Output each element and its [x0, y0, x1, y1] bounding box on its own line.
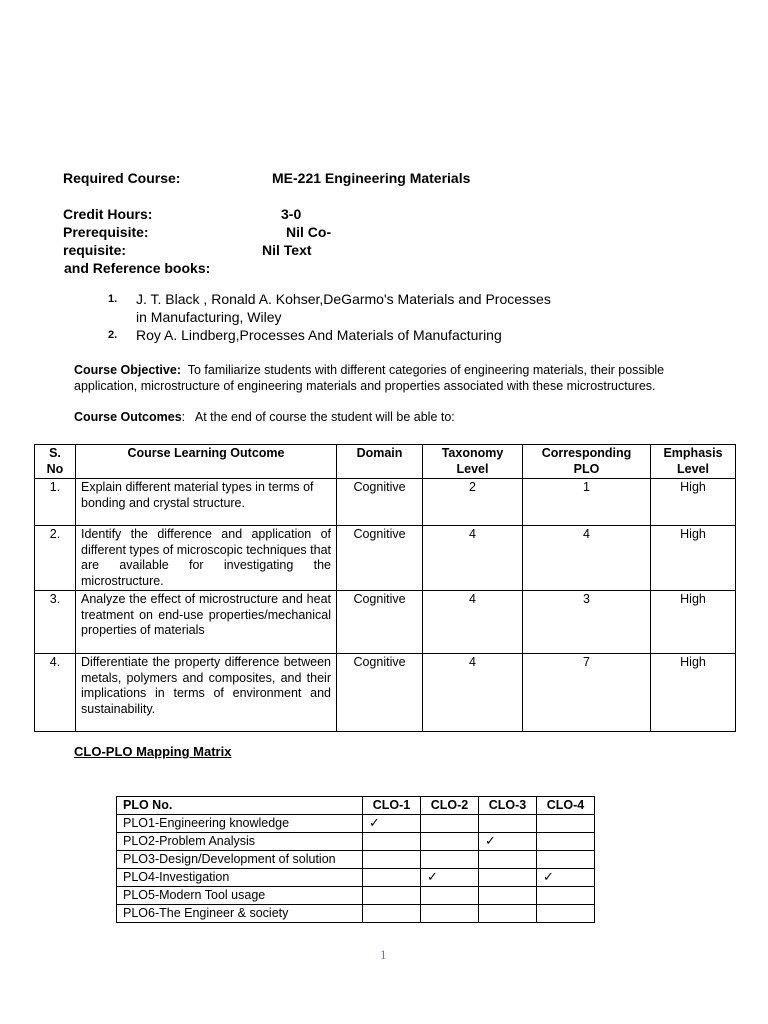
cell-taxonomy: 4: [423, 526, 523, 591]
cell-clo-3: [479, 833, 537, 851]
cell-clo-3: [479, 815, 537, 833]
cell-plo-name: PLO5-Modern Tool usage: [117, 887, 363, 905]
cell-emphasis: High: [651, 479, 736, 526]
cell-clo-1: [363, 887, 421, 905]
cell-domain: Cognitive: [337, 591, 423, 654]
cell-clo-1: [363, 869, 421, 887]
header-emphasis: Emphasis Level: [651, 445, 736, 479]
cell-outcome: Explain different material types in terms of bonding and crystal structure.: [76, 479, 337, 526]
cell-clo-3: [479, 851, 537, 869]
check-icon: ✓: [543, 870, 554, 885]
cell-plo-name: PLO3-Design/Development of solution: [117, 851, 363, 869]
table-header-row: [35, 445, 736, 479]
cell-domain: Cognitive: [337, 479, 423, 526]
cell-taxonomy: 4: [423, 654, 523, 732]
cell-outcome: Analyze the effect of microstructure and heat treatment on end-use properties/mechanical properties of materials: [76, 591, 337, 654]
table-row: [35, 591, 736, 654]
book-title-line2: in Manufacturing, Wiley: [136, 309, 282, 325]
cell-sno: 1.: [35, 479, 76, 526]
credit-hours-value: 3-0: [281, 206, 302, 222]
header-clo-1: CLO-1: [363, 797, 421, 815]
book-title-line1: Roy A. Lindberg,Processes And Materials of Manufacturing: [136, 327, 502, 343]
cell-clo-2: [421, 869, 479, 887]
course-outcomes: [74, 410, 724, 426]
cell-clo-4: [537, 851, 595, 869]
course-outcomes-label: Course Outcomes: [74, 410, 182, 424]
cell-plo-name: PLO1-Engineering knowledge: [117, 815, 363, 833]
required-course-value: ME-221 Engineering Materials: [272, 170, 471, 186]
cell-plo: 3: [523, 591, 651, 654]
list-item: [108, 327, 628, 345]
header-outcome: Course Learning Outcome: [76, 445, 337, 479]
book-list: [108, 291, 628, 345]
cell-plo: 4: [523, 526, 651, 591]
prerequisite-value: Nil Co-: [286, 224, 332, 240]
cell-plo-name: PLO2-Problem Analysis: [117, 833, 363, 851]
header-domain: Domain: [337, 445, 423, 479]
cell-clo-2: [421, 833, 479, 851]
cell-outcome: Differentiate the property difference between metals, polymers and composites, and their implications in terms of environment and sustainability.: [76, 654, 337, 732]
cell-plo-name: PLO4-Investigation: [117, 869, 363, 887]
table-row: [117, 869, 595, 887]
cell-sno: 4.: [35, 654, 76, 732]
cell-clo-1: [363, 905, 421, 923]
course-objective: [74, 363, 724, 394]
course-objective-label: Course Objective:: [74, 363, 181, 377]
cell-taxonomy: 4: [423, 591, 523, 654]
header-clo-2: CLO-2: [421, 797, 479, 815]
cell-clo-1: [363, 851, 421, 869]
cell-clo-1: [363, 815, 421, 833]
table-row: [35, 479, 736, 526]
cell-plo: 1: [523, 479, 651, 526]
table-row: [117, 851, 595, 869]
mapping-title: CLO-PLO Mapping Matrix: [74, 744, 232, 759]
header-taxonomy: Taxonomy Level: [423, 445, 523, 479]
course-objective-text: To familiarize students with different categories of engineering materials, their possible application, microstructure of engineering materials and properties associated with these microstructures.: [74, 363, 665, 393]
corequisite-label: requisite:: [63, 242, 127, 258]
cell-emphasis: High: [651, 591, 736, 654]
table-row: [117, 905, 595, 923]
cell-clo-2: [421, 815, 479, 833]
cell-clo-4: [537, 833, 595, 851]
cell-domain: Cognitive: [337, 654, 423, 732]
cell-taxonomy: 2: [423, 479, 523, 526]
corequisite-value: Nil Text: [262, 242, 312, 258]
header-plo-no: PLO No.: [117, 797, 363, 815]
cell-clo-4: [537, 815, 595, 833]
cell-plo: 7: [523, 654, 651, 732]
check-icon: ✓: [427, 870, 438, 885]
table-row: [117, 887, 595, 905]
cell-sno: 2.: [35, 526, 76, 591]
header-sno: S. No: [35, 445, 76, 479]
table-row: [117, 833, 595, 851]
cell-outcome: Identify the difference and application of different types of microscopic techniques that are available for investigating the microstructure.: [76, 526, 337, 591]
book-number: 1.: [108, 293, 118, 305]
cell-sno: 3.: [35, 591, 76, 654]
header-clo-4: CLO-4: [537, 797, 595, 815]
credit-hours-label: Credit Hours:: [63, 206, 153, 222]
cell-clo-4: [537, 869, 595, 887]
book-number: 2.: [108, 329, 118, 341]
clo-table: [34, 444, 736, 732]
course-outcomes-text: : At the end of course the student will be able to:: [181, 410, 455, 424]
cell-emphasis: High: [651, 526, 736, 591]
cell-clo-1: [363, 833, 421, 851]
cell-clo-4: [537, 905, 595, 923]
check-icon: ✓: [485, 834, 496, 849]
page-number: 1: [380, 947, 387, 962]
cell-clo-2: [421, 905, 479, 923]
header-plo: Corresponding PLO: [523, 445, 651, 479]
table-row: [35, 654, 736, 732]
table-row: [117, 815, 595, 833]
cell-clo-4: [537, 887, 595, 905]
table-header-row: [117, 797, 595, 815]
header-clo-3: CLO-3: [479, 797, 537, 815]
cell-clo-3: [479, 887, 537, 905]
cell-clo-2: [421, 887, 479, 905]
check-icon: ✓: [369, 816, 380, 831]
cell-plo-name: PLO6-The Engineer & society: [117, 905, 363, 923]
prerequisite-label: Prerequisite:: [63, 224, 149, 240]
cell-clo-2: [421, 851, 479, 869]
cell-clo-3: [479, 905, 537, 923]
books-label: and Reference books:: [64, 260, 211, 276]
book-title-line1: J. T. Black , Ronald A. Kohser,DeGarmo's Materials and Processes: [136, 291, 551, 307]
plo-mapping-table: [116, 796, 595, 923]
cell-emphasis: High: [651, 654, 736, 732]
list-item: [108, 291, 628, 327]
cell-domain: Cognitive: [337, 526, 423, 591]
table-row: [35, 526, 736, 591]
cell-clo-3: [479, 869, 537, 887]
required-course-label: Required Course:: [63, 170, 181, 186]
